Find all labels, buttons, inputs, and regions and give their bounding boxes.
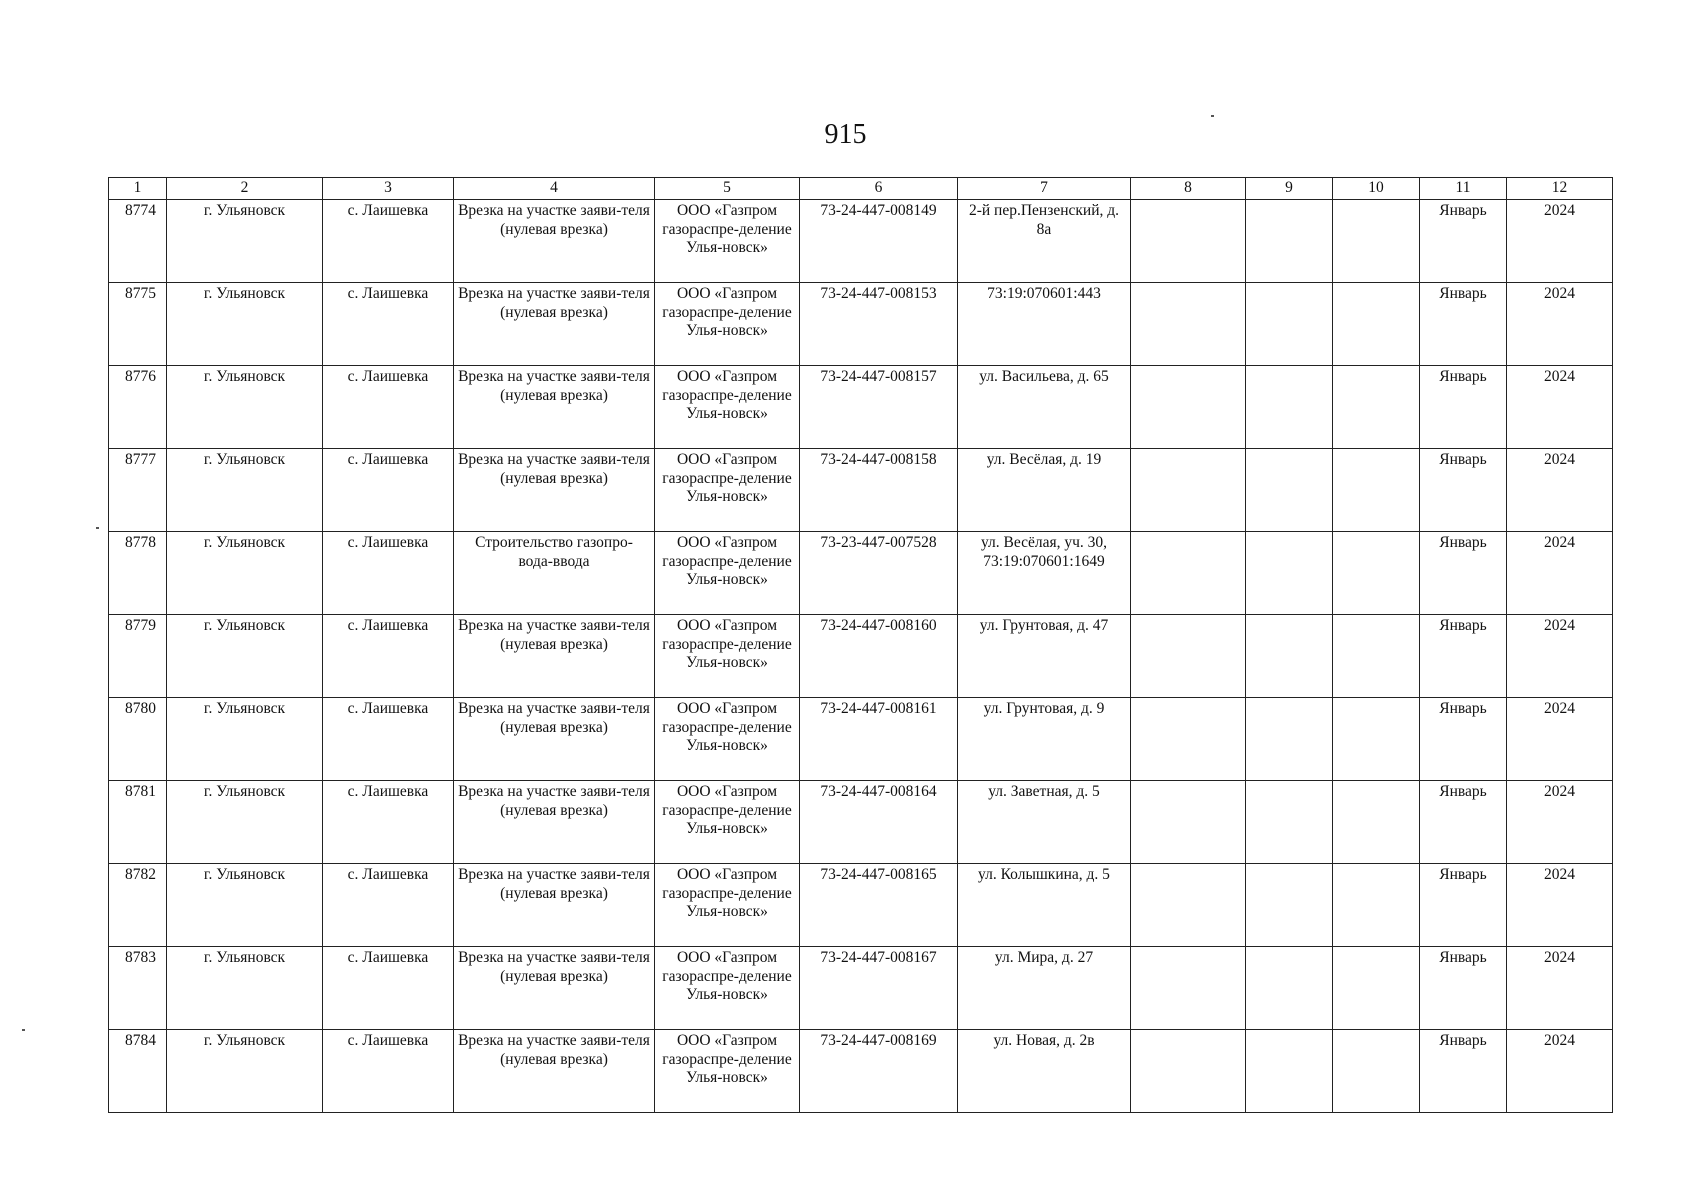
village-cell: с. Лаишевка: [323, 449, 454, 532]
column-10-cell: [1333, 200, 1420, 283]
row-number-cell: 8776: [109, 366, 167, 449]
month-cell: Январь: [1420, 1030, 1507, 1113]
year-cell: 2024: [1507, 947, 1613, 1030]
month-cell: Январь: [1420, 366, 1507, 449]
month-cell: Январь: [1420, 449, 1507, 532]
organization-cell: ООО «Газпром газораспре-деление Улья-новск»: [655, 1030, 800, 1113]
scan-speck: [22, 1029, 25, 1031]
work-type-cell: Врезка на участке заяви-теля (нулевая врезка): [454, 449, 655, 532]
village-cell: с. Лаишевка: [323, 283, 454, 366]
year-cell: 2024: [1507, 200, 1613, 283]
address-cell: 73:19:070601:443: [958, 283, 1131, 366]
table-body: [109, 200, 1613, 1113]
scan-speck: [1211, 115, 1214, 117]
address-cell: ул. Колышкина, д. 5: [958, 864, 1131, 947]
column-9-cell: [1246, 781, 1333, 864]
row-number-cell: 8778: [109, 532, 167, 615]
column-8-cell: [1131, 698, 1246, 781]
header-row: [109, 178, 1613, 200]
year-cell: 2024: [1507, 615, 1613, 698]
column-8-cell: [1131, 200, 1246, 283]
column-header-11: 11: [1420, 178, 1507, 200]
village-cell: с. Лаишевка: [323, 781, 454, 864]
column-10-cell: [1333, 781, 1420, 864]
column-8-cell: [1131, 449, 1246, 532]
address-cell: ул. Заветная, д. 5: [958, 781, 1131, 864]
table-row: [109, 781, 1613, 864]
organization-cell: ООО «Газпром газораспре-деление Улья-новск»: [655, 864, 800, 947]
table-row: [109, 698, 1613, 781]
month-cell: Январь: [1420, 781, 1507, 864]
table-row: [109, 366, 1613, 449]
address-cell: ул. Мира, д. 27: [958, 947, 1131, 1030]
column-9-cell: [1246, 449, 1333, 532]
row-number-cell: 8783: [109, 947, 167, 1030]
village-cell: с. Лаишевка: [323, 532, 454, 615]
column-10-cell: [1333, 532, 1420, 615]
organization-cell: ООО «Газпром газораспре-деление Улья-новск»: [655, 366, 800, 449]
column-8-cell: [1131, 615, 1246, 698]
work-type-cell: Врезка на участке заяви-теля (нулевая врезка): [454, 947, 655, 1030]
scan-speck: [96, 527, 99, 529]
city-cell: г. Ульяновск: [167, 781, 323, 864]
column-10-cell: [1333, 1030, 1420, 1113]
city-cell: г. Ульяновск: [167, 283, 323, 366]
column-9-cell: [1246, 698, 1333, 781]
column-8-cell: [1131, 366, 1246, 449]
row-number-cell: 8774: [109, 200, 167, 283]
village-cell: с. Лаишевка: [323, 947, 454, 1030]
table-row: [109, 1030, 1613, 1113]
city-cell: г. Ульяновск: [167, 1030, 323, 1113]
column-header-9: 9: [1246, 178, 1333, 200]
column-8-cell: [1131, 781, 1246, 864]
village-cell: с. Лаишевка: [323, 366, 454, 449]
column-10-cell: [1333, 283, 1420, 366]
table-row: [109, 449, 1613, 532]
organization-cell: ООО «Газпром газораспре-деление Улья-новск»: [655, 615, 800, 698]
month-cell: Январь: [1420, 698, 1507, 781]
year-cell: 2024: [1507, 698, 1613, 781]
code-cell: 73-24-447-008153: [800, 283, 958, 366]
work-type-cell: Строительство газопро-вода-ввода: [454, 532, 655, 615]
table-row: [109, 615, 1613, 698]
column-8-cell: [1131, 1030, 1246, 1113]
row-number-cell: 8784: [109, 1030, 167, 1113]
column-header-7: 7: [958, 178, 1131, 200]
column-header-12: 12: [1507, 178, 1613, 200]
table-row: [109, 532, 1613, 615]
column-8-cell: [1131, 283, 1246, 366]
table-header: [109, 178, 1613, 200]
city-cell: г. Ульяновск: [167, 864, 323, 947]
column-header-5: 5: [655, 178, 800, 200]
city-cell: г. Ульяновск: [167, 449, 323, 532]
month-cell: Январь: [1420, 615, 1507, 698]
page-number: 915: [824, 119, 867, 150]
column-header-8: 8: [1131, 178, 1246, 200]
address-cell: ул. Весёлая, д. 19: [958, 449, 1131, 532]
column-9-cell: [1246, 947, 1333, 1030]
month-cell: Январь: [1420, 532, 1507, 615]
organization-cell: ООО «Газпром газораспре-деление Улья-новск»: [655, 283, 800, 366]
village-cell: с. Лаишевка: [323, 200, 454, 283]
column-header-10: 10: [1333, 178, 1420, 200]
table-row: [109, 283, 1613, 366]
year-cell: 2024: [1507, 1030, 1613, 1113]
code-cell: 73-24-447-008169: [800, 1030, 958, 1113]
organization-cell: ООО «Газпром газораспре-деление Улья-новск»: [655, 947, 800, 1030]
city-cell: г. Ульяновск: [167, 698, 323, 781]
column-8-cell: [1131, 864, 1246, 947]
column-header-2: 2: [167, 178, 323, 200]
address-cell: ул. Грунтовая, д. 47: [958, 615, 1131, 698]
address-cell: ул. Грунтовая, д. 9: [958, 698, 1131, 781]
code-cell: 73-24-447-008157: [800, 366, 958, 449]
organization-cell: ООО «Газпром газораспре-деление Улья-новск»: [655, 781, 800, 864]
row-number-cell: 8777: [109, 449, 167, 532]
code-cell: 73-24-447-008164: [800, 781, 958, 864]
address-cell: ул. Васильева, д. 65: [958, 366, 1131, 449]
year-cell: 2024: [1507, 781, 1613, 864]
year-cell: 2024: [1507, 532, 1613, 615]
table-row: [109, 947, 1613, 1030]
table-row: [109, 864, 1613, 947]
column-9-cell: [1246, 532, 1333, 615]
table-row: [109, 200, 1613, 283]
year-cell: 2024: [1507, 366, 1613, 449]
work-type-cell: Врезка на участке заяви-теля (нулевая врезка): [454, 283, 655, 366]
code-cell: 73-24-447-008165: [800, 864, 958, 947]
gas-connection-register-table: [108, 177, 1613, 1113]
column-9-cell: [1246, 864, 1333, 947]
row-number-cell: 8780: [109, 698, 167, 781]
work-type-cell: Врезка на участке заяви-теля (нулевая врезка): [454, 200, 655, 283]
column-10-cell: [1333, 947, 1420, 1030]
organization-cell: ООО «Газпром газораспре-деление Улья-новск»: [655, 698, 800, 781]
city-cell: г. Ульяновск: [167, 200, 323, 283]
work-type-cell: Врезка на участке заяви-теля (нулевая врезка): [454, 1030, 655, 1113]
year-cell: 2024: [1507, 449, 1613, 532]
city-cell: г. Ульяновск: [167, 366, 323, 449]
column-header-1: 1: [109, 178, 167, 200]
address-cell: 2-й пер.Пензенский, д. 8а: [958, 200, 1131, 283]
month-cell: Январь: [1420, 864, 1507, 947]
month-cell: Январь: [1420, 947, 1507, 1030]
column-10-cell: [1333, 698, 1420, 781]
row-number-cell: 8779: [109, 615, 167, 698]
column-header-4: 4: [454, 178, 655, 200]
row-number-cell: 8781: [109, 781, 167, 864]
city-cell: г. Ульяновск: [167, 947, 323, 1030]
village-cell: с. Лаишевка: [323, 1030, 454, 1113]
column-9-cell: [1246, 283, 1333, 366]
column-10-cell: [1333, 366, 1420, 449]
organization-cell: ООО «Газпром газораспре-деление Улья-новск»: [655, 449, 800, 532]
column-10-cell: [1333, 864, 1420, 947]
row-number-cell: 8775: [109, 283, 167, 366]
row-number-cell: 8782: [109, 864, 167, 947]
code-cell: 73-24-447-008160: [800, 615, 958, 698]
village-cell: с. Лаишевка: [323, 864, 454, 947]
organization-cell: ООО «Газпром газораспре-деление Улья-новск»: [655, 532, 800, 615]
month-cell: Январь: [1420, 200, 1507, 283]
column-8-cell: [1131, 532, 1246, 615]
work-type-cell: Врезка на участке заяви-теля (нулевая врезка): [454, 864, 655, 947]
organization-cell: ООО «Газпром газораспре-деление Улья-новск»: [655, 200, 800, 283]
month-cell: Январь: [1420, 283, 1507, 366]
column-9-cell: [1246, 615, 1333, 698]
village-cell: с. Лаишевка: [323, 698, 454, 781]
column-9-cell: [1246, 1030, 1333, 1113]
column-9-cell: [1246, 200, 1333, 283]
column-8-cell: [1131, 947, 1246, 1030]
code-cell: 73-23-447-007528: [800, 532, 958, 615]
village-cell: с. Лаишевка: [323, 615, 454, 698]
code-cell: 73-24-447-008161: [800, 698, 958, 781]
city-cell: г. Ульяновск: [167, 532, 323, 615]
column-9-cell: [1246, 366, 1333, 449]
code-cell: 73-24-447-008167: [800, 947, 958, 1030]
code-cell: 73-24-447-008158: [800, 449, 958, 532]
work-type-cell: Врезка на участке заяви-теля (нулевая врезка): [454, 366, 655, 449]
column-10-cell: [1333, 449, 1420, 532]
work-type-cell: Врезка на участке заяви-теля (нулевая врезка): [454, 698, 655, 781]
city-cell: г. Ульяновск: [167, 615, 323, 698]
column-10-cell: [1333, 615, 1420, 698]
column-header-6: 6: [800, 178, 958, 200]
address-cell: ул. Весёлая, уч. 30, 73:19:070601:1649: [958, 532, 1131, 615]
code-cell: 73-24-447-008149: [800, 200, 958, 283]
work-type-cell: Врезка на участке заяви-теля (нулевая врезка): [454, 781, 655, 864]
year-cell: 2024: [1507, 864, 1613, 947]
column-header-3: 3: [323, 178, 454, 200]
year-cell: 2024: [1507, 283, 1613, 366]
address-cell: ул. Новая, д. 2в: [958, 1030, 1131, 1113]
work-type-cell: Врезка на участке заяви-теля (нулевая врезка): [454, 615, 655, 698]
